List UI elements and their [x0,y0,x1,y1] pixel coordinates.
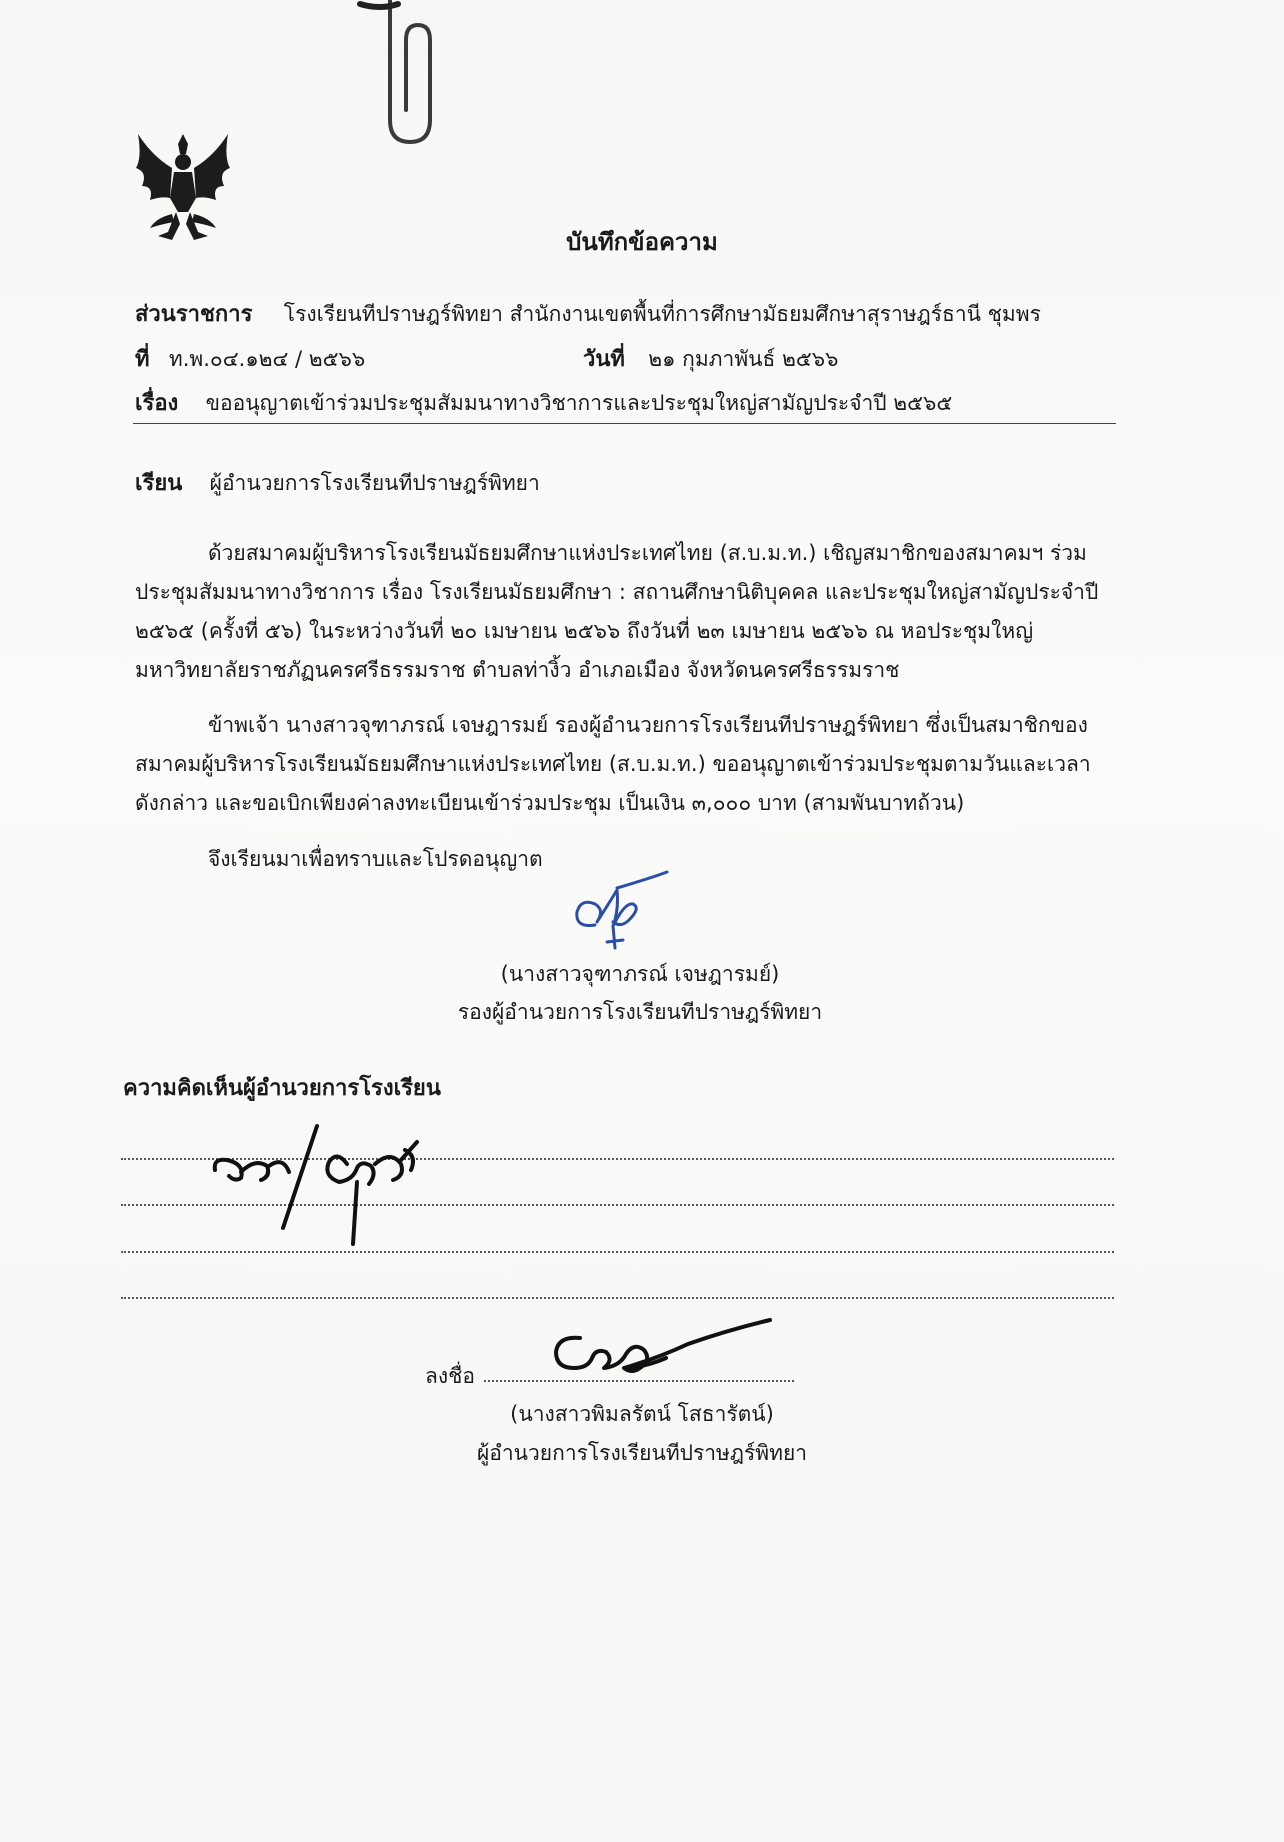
handwritten-approval-note [205,1120,455,1250]
paragraph-1-line: ๒๕๖๕ (ครั้งที่ ๕๖) ในระหว่างวันที่ ๒๐ เมษายน ๒๕๖๖ ถึงวันที่ ๒๓ เมษายน ๒๕๖๖ ณ หอประชุมใหญ่ [135,619,1034,643]
subject-label: เรื่อง [135,391,179,416]
paragraph-1-line: ประชุมสัมมนาทางวิชาการ เรื่อง โรงเรียนมัธยมศึกษา : สถานศึกษานิติบุคคล และประชุมใหญ่สามัญประจำปี [135,580,1099,604]
director-opinion-label: ความคิดเห็นผู้อำนวยการโรงเรียน [123,1076,441,1101]
paragraph-2-line: ข้าพเจ้า นางสาวจุฑาภรณ์ เจษฎารมย์ รองผู้อำนวยการโรงเรียนทีปราษฎร์พิทยา ซึ่งเป็นสมาชิกของ [208,713,1088,737]
signer-1-position: รองผู้อำนวยการโรงเรียนทีปราษฎร์พิทยา [457,1000,823,1024]
reference-line [135,341,365,376]
date-line [583,341,838,376]
signature-2-icon [548,1318,778,1388]
signer-1-name: (นางสาวจุฑาภรณ์ เจษฎารมย์) [500,962,780,986]
paragraph-1-line: ด้วยสมาคมผู้บริหารโรงเรียนมัธยมศึกษาแห่งประเทศไทย (ส.บ.ม.ท.) เชิญสมาชิกของสมาคมฯ ร่วม [208,541,1087,565]
reference-value: ท.พ.๐๔.๑๒๔ / ๒๕๖๖ [168,347,366,371]
addressee-value: ผู้อำนวยการโรงเรียนทีปราษฎร์พิทยา [209,471,540,495]
opinion-dotted-line [121,1251,1114,1253]
subject-value: ขออนุญาตเข้าร่วมประชุมสัมมนาทางวิชาการและประชุมใหญ่สามัญประจำปี ๒๕๖๕ [205,391,953,415]
date-value: ๒๑ กุมภาพันธ์ ๒๕๖๖ [648,347,839,371]
header-divider [133,423,1116,424]
signature-1-icon [555,870,685,955]
paragraph-2-line: สมาคมผู้บริหารโรงเรียนมัธยมศึกษาแห่งประเทศไทย (ส.บ.ม.ท.) ขออนุญาตเข้าร่วมประชุมตามวันและเวลา [135,752,1091,776]
opinion-dotted-line [121,1297,1114,1299]
reference-label: ที่ [135,347,150,372]
sign-label: ลงชื่อ [425,1364,475,1388]
agency-label: ส่วนราชการ [135,302,253,327]
director-name: (นางสาวพิมลรัตน์ โสธารัตน์) [510,1402,774,1426]
paragraph-1-line: มหาวิทยาลัยราชภัฏนครศรีธรรมราช ตำบลท่างิ้ว อำเภอเมือง จังหวัดนครศรีธรรมราช [135,658,900,682]
date-label: วันที่ [583,347,625,372]
paragraph-2-line: ดังกล่าว และขอเบิกเพียงค่าลงทะเบียนเข้าร่วมประชุม เป็นเงิน ๓,๐๐๐ บาท (สามพันบาทถ้วน) [135,791,965,815]
director-position: ผู้อำนวยการโรงเรียนทีปราษฎร์พิทยา [476,1441,808,1465]
closing-line: จึงเรียนมาเพื่อทราบและโปรดอนุญาต [208,847,543,871]
agency-line [135,296,1041,331]
memo-title: บันทึกข้อความ [566,228,718,256]
paperclip-icon [360,0,450,150]
addressee-line [135,465,540,500]
subject-line [135,385,952,420]
agency-value: โรงเรียนทีปราษฎร์พิทยา สำนักงานเขตพื้นที่การศึกษามัธยมศึกษาสุราษฎร์ธานี ชุมพร [283,302,1041,326]
addressee-label: เรียน [135,471,183,496]
